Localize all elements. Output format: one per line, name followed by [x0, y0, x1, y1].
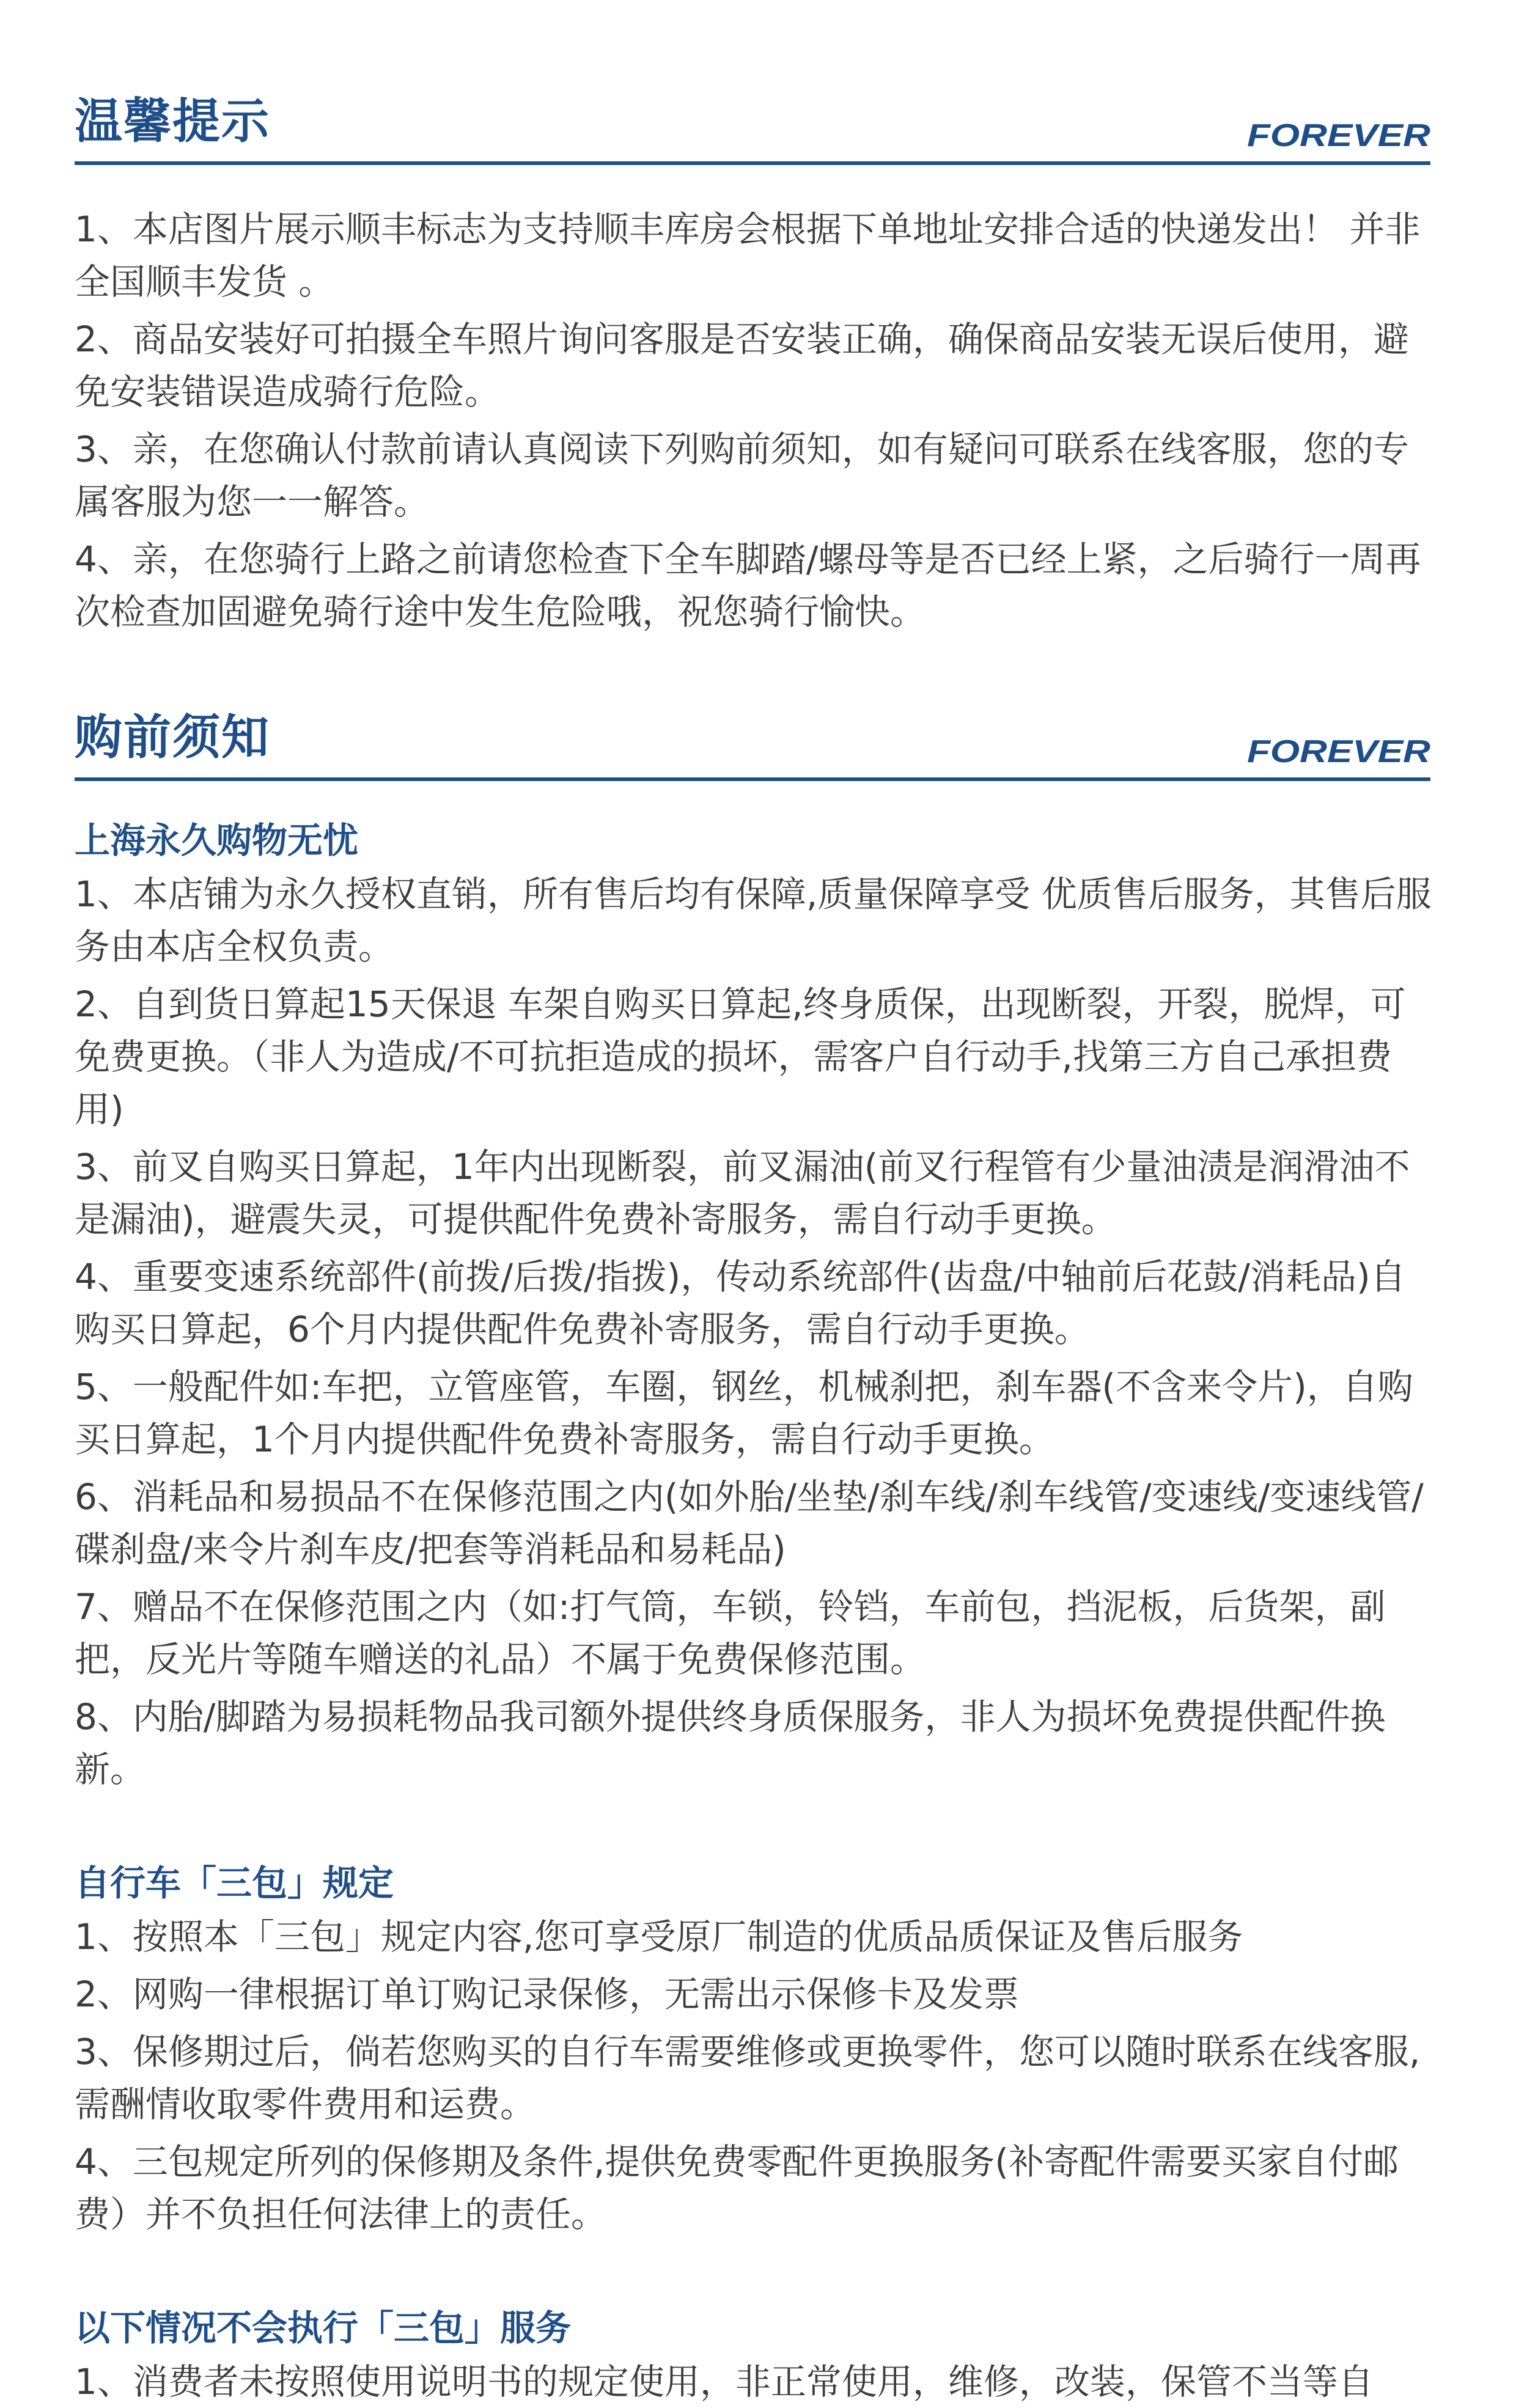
notice-content	[75, 813, 1432, 2408]
svg-text:FOREVER: FOREVER	[1247, 118, 1431, 153]
guarantee-item: 3、保修期过后，倘若您购买的自行车需要维修或更换零件，您可以随时联系在线客服,需酬情收取零件费用和运费。	[75, 2031, 1421, 2125]
tip-item: 4、亲，在您骑行上路之前请您检查下全车脚踏/螺母等是否已经上紧，之后骑行一周再次检查加固避免骑行途中发生危险哦，祝您骑行愉快。	[75, 538, 1421, 633]
guarantee-item: 2、网购一律根据订单订购记录保修，无需出示保修卡及发票	[75, 1973, 1019, 2015]
guarantee-item: 4、三包规定所列的保修期及条件,提供免费零配件更换服务(补寄配件需要买家自付邮费）并不负担任何法律上的责任。	[75, 2141, 1399, 2235]
notice-item: 4、重要变速系统部件(前拨/后拨/指拨)，传动系统部件(齿盘/中轴前后花鼓/消耗品)自购买日算起，6个月内提供配件免费补寄服务，需自行动手更换。	[75, 1256, 1406, 1350]
tip-item: 1、本店图片展示顺丰标志为支持顺丰库房会根据下单地址安排合适的快递发出！ 并非全国顺丰发货 。	[75, 208, 1421, 303]
section-title: 温馨提示	[75, 94, 271, 149]
section-title: 购前须知	[75, 710, 271, 765]
subheading-exclusions: 以下情况不会执行「三包」服务	[75, 2307, 572, 2349]
svg-text:FOREVER: FOREVER	[1247, 734, 1431, 769]
notice-item: 2、自到货日算起15天保退 车架自购买日算起,终身质保，出现断裂，开裂，脱焊，可免费更换。（非人为造成/不可抗拒造成的损坏，需客户自行动手,找第三方自己承担费用)	[75, 983, 1406, 1130]
tips-list	[75, 203, 1432, 638]
section-header-tips	[75, 92, 1430, 165]
section-divider	[75, 777, 1430, 781]
subheading-worry-free: 上海永久购物无忧	[75, 820, 359, 861]
notice-item: 7、赠品不在保修范围之内（如:打气筒，车锁，铃铛，车前包，挡泥板，后货架，副把，反光片等随车赠送的礼品）不属于免费保修范围。	[75, 1586, 1386, 1680]
notice-item: 5、一般配件如:车把，立管座管，车圈，钢丝，机械刹把，刹车器(不含来令片)，自购买日算起，1个月内提供配件免费补寄服务，需自行动手更换。	[75, 1366, 1413, 1460]
notice-item: 8、内胎/脚踏为易损耗物品我司额外提供终身质保服务，非人为损坏免费提供配件换新。	[75, 1696, 1386, 1790]
tip-item: 2、商品安装好可拍摄全车照片询问客服是否安装正确，确保商品安装无误后使用，避免安装错误造成骑行危险。	[75, 318, 1409, 413]
section-header-notice	[75, 708, 1430, 781]
subheading-three-guarantees: 自行车「三包」规定	[75, 1862, 394, 1904]
forever-logo-icon	[1247, 117, 1430, 153]
notice-item: 3、前叉自购买日算起，1年内出现断裂，前叉漏油(前叉行程管有少量油渍是润滑油不是漏油)，避震失灵，可提供配件免费补寄服务，需自行动手更换。	[75, 1146, 1410, 1240]
notice-item: 1、本店铺为永久授权直销，所有售后均有保障,质量保障享受 优质售后服务，其售后服务由本店全权负责。	[75, 873, 1432, 967]
section-divider	[75, 161, 1430, 165]
guarantee-item: 1、按照本「三包」规定内容,您可享受原厂制造的优质品质保证及售后服务	[75, 1916, 1243, 1958]
tip-item: 3、亲，在您确认付款前请认真阅读下列购前须知，如有疑问可联系在线客服，您的专属客服为您一一解答。	[75, 428, 1409, 523]
notice-item: 6、消耗品和易损品不在保修范围之内(如外胎/坐垫/刹车线/刹车线管/变速线/变速线管/碟刹盘/来令片刹车皮/把套等消耗品和易耗品)	[75, 1476, 1424, 1570]
forever-logo-icon	[1247, 733, 1430, 769]
exclusion-item: 1、消费者未按照使用说明书的规定使用，非正常使用，维修，改装，保管不当等自	[75, 2361, 1374, 2402]
